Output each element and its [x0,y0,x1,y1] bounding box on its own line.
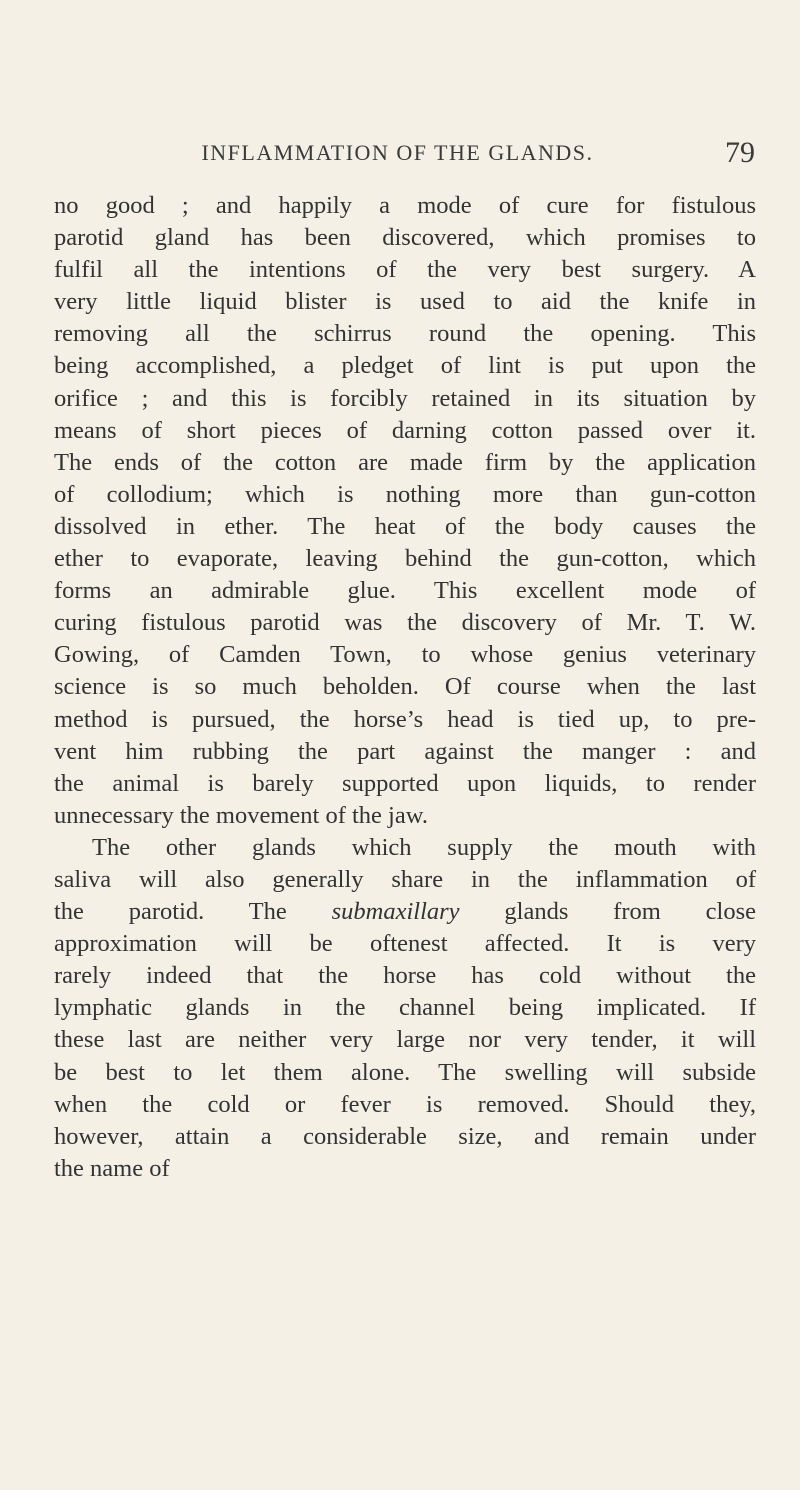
page-header [40,136,755,176]
text-line: when the cold or fever is removed. Should they, [54,1090,756,1118]
text-line: method is pursued, the horse’s head is tied up, to pre- [54,705,756,733]
text-line: orifice ; and this is forcibly retained in its situation by [54,384,756,412]
text-line: ether to evaporate, leaving behind the gun-cotton, which [54,545,756,573]
text-line [54,896,756,928]
line-text: saliva will also generally share in the inflammation of [54,865,756,893]
line-text-after: glands from close [459,898,756,926]
text-line: dissolved in ether. The heat of the body causes the [54,512,756,540]
italic-term: submaxillary [331,898,460,926]
text-line: science is so much beholden. Of course when the last [54,673,756,701]
text-line: Gowing, of Camden Town, to whose genius veterinary [54,641,756,669]
text-line [54,864,756,896]
text-line: rarely indeed that the horse has cold without the [54,962,756,990]
body-text [54,190,756,1185]
running-title: INFLAMMATION OF THE GLANDS. [201,140,594,165]
text-line: very little liquid blister is used to aid the knife in [54,288,756,316]
text-line: forms an admirable glue. This excellent mode of [54,577,756,605]
text-line: however, attain a considerable size, and remain under [54,1122,756,1150]
text-line: fulfil all the intentions of the very best surgery. A [54,256,756,284]
last-line: the name of [54,1154,170,1182]
paragraph-start-line: The other glands which supply the mouth with [92,833,756,861]
page-number: 79 [725,136,755,169]
text-line: being accomplished, a pledget of lint is put upon the [54,352,756,380]
text-line: means of short pieces of darning cotton passed over it. [54,416,756,444]
text-line: of collodium; which is nothing more than gun-cotton [54,480,756,508]
text-line: curing fistulous parotid was the discovery of Mr. T. W. [54,609,756,637]
text-line: no good ; and happily a mode of cure for fistulous [54,192,756,219]
text-line: these last are neither very large nor very tender, it will [54,1026,756,1054]
text-line: the animal is barely supported upon liquids, to render [54,769,756,797]
line-text-before: the parotid. The [54,898,332,926]
text-line: be best to let them alone. The swelling will subside [54,1058,756,1086]
text-line: The ends of the cotton are made firm by the application [54,448,756,476]
text-line: lymphatic glands in the channel being implicated. If [54,994,756,1022]
paragraph-end-line: unnecessary the movement of the jaw. [54,801,428,829]
text-line: parotid gland has been discovered, which promises to [54,224,756,252]
text-line: vent him rubbing the part against the manger : and [54,737,756,765]
text-line: approximation will be oftenest affected. It is very [54,930,756,958]
text-line: removing all the schirrus round the opening. This [54,320,756,348]
